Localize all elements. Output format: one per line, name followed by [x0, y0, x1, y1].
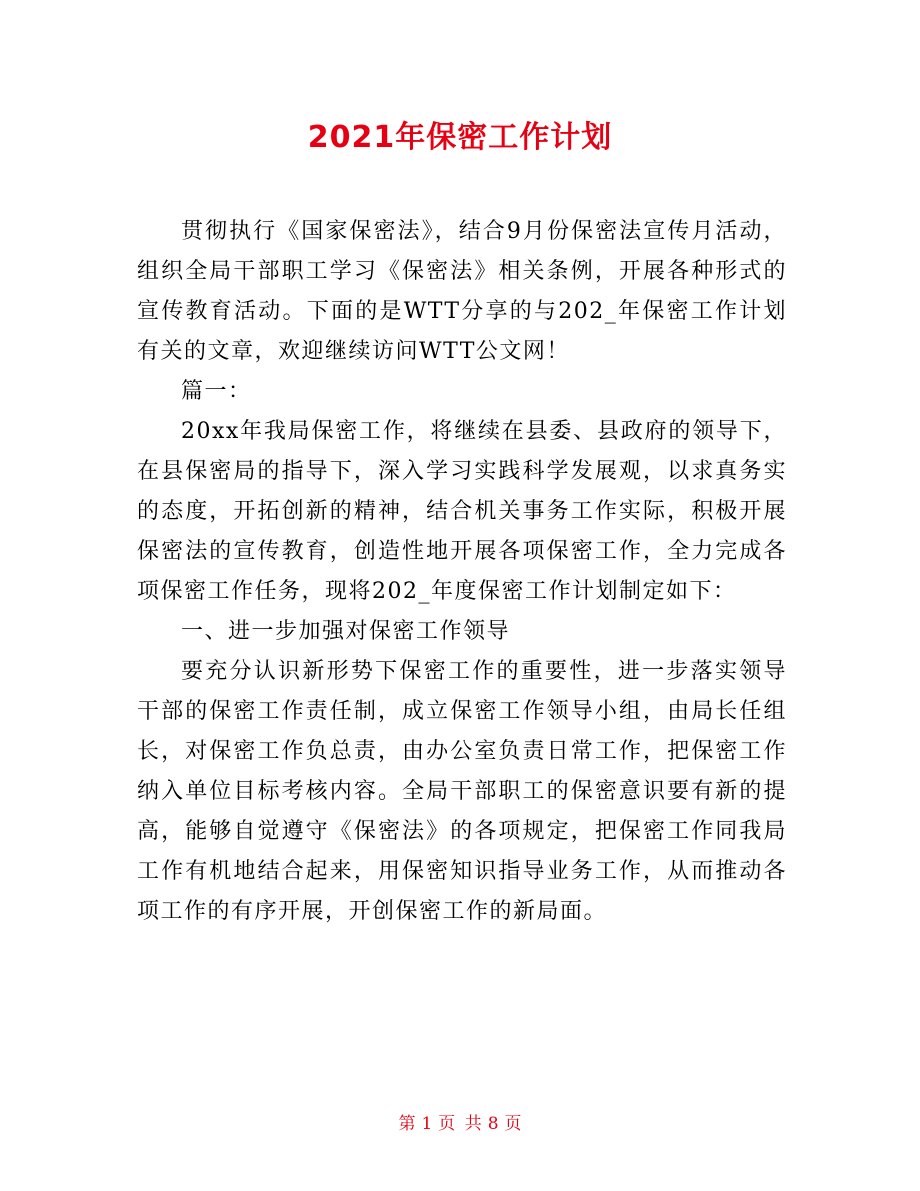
footer-prefix: 第 — [398, 1114, 416, 1134]
footer-middle: 页 共 — [438, 1114, 482, 1134]
intro-paragraph: 贯彻执行《国家保密法》，结合9月份保密法宣传月活动，组织全局干部职工学习《保密法》相关条例，开展各种形式的宣传教育活动。下面的是WTT分享的与202_年保密工作计划有关的文章，欢迎继续访问WTT公文网！ — [137, 219, 787, 364]
body-paragraph: 20xx年我局保密工作，将继续在县委、县政府的领导下，在县保密局的指导下，深入学习实践科学发展观，以求真务实的态度，开拓创新的精神，结合机关事务工作实际，积极开展保密法的宣传教育，创造性地开展各项保密工作，全力完成各项保密工作任务，现将202_年度保密工作计划制定如下： — [137, 419, 787, 604]
section-label: 篇一： — [181, 379, 252, 404]
section-heading: 一、进一步加强对保密工作领导 — [181, 619, 511, 644]
footer-total-pages: 8 — [487, 1114, 499, 1134]
document-body — [137, 212, 787, 932]
page-footer — [0, 1112, 920, 1136]
document-title: 2021年保密工作计划 — [307, 120, 613, 155]
footer-current-page: 1 — [421, 1114, 433, 1134]
footer-suffix: 页 — [504, 1114, 522, 1134]
body-paragraph: 要充分认识新形势下保密工作的重要性，进一步落实领导干部的保密工作责任制，成立保密工作领导小组，由局长任组长，对保密工作负总责，由办公室负责日常工作，把保密工作纳入单位目标考核内容。全局干部职工的保密意识要有新的提高，能够自觉遵守《保密法》的各项规定，把保密工作同我局工作有机地结合起来，用保密知识指导业务工作，从而推动各项工作的有序开展，开创保密工作的新局面。 — [137, 659, 787, 924]
